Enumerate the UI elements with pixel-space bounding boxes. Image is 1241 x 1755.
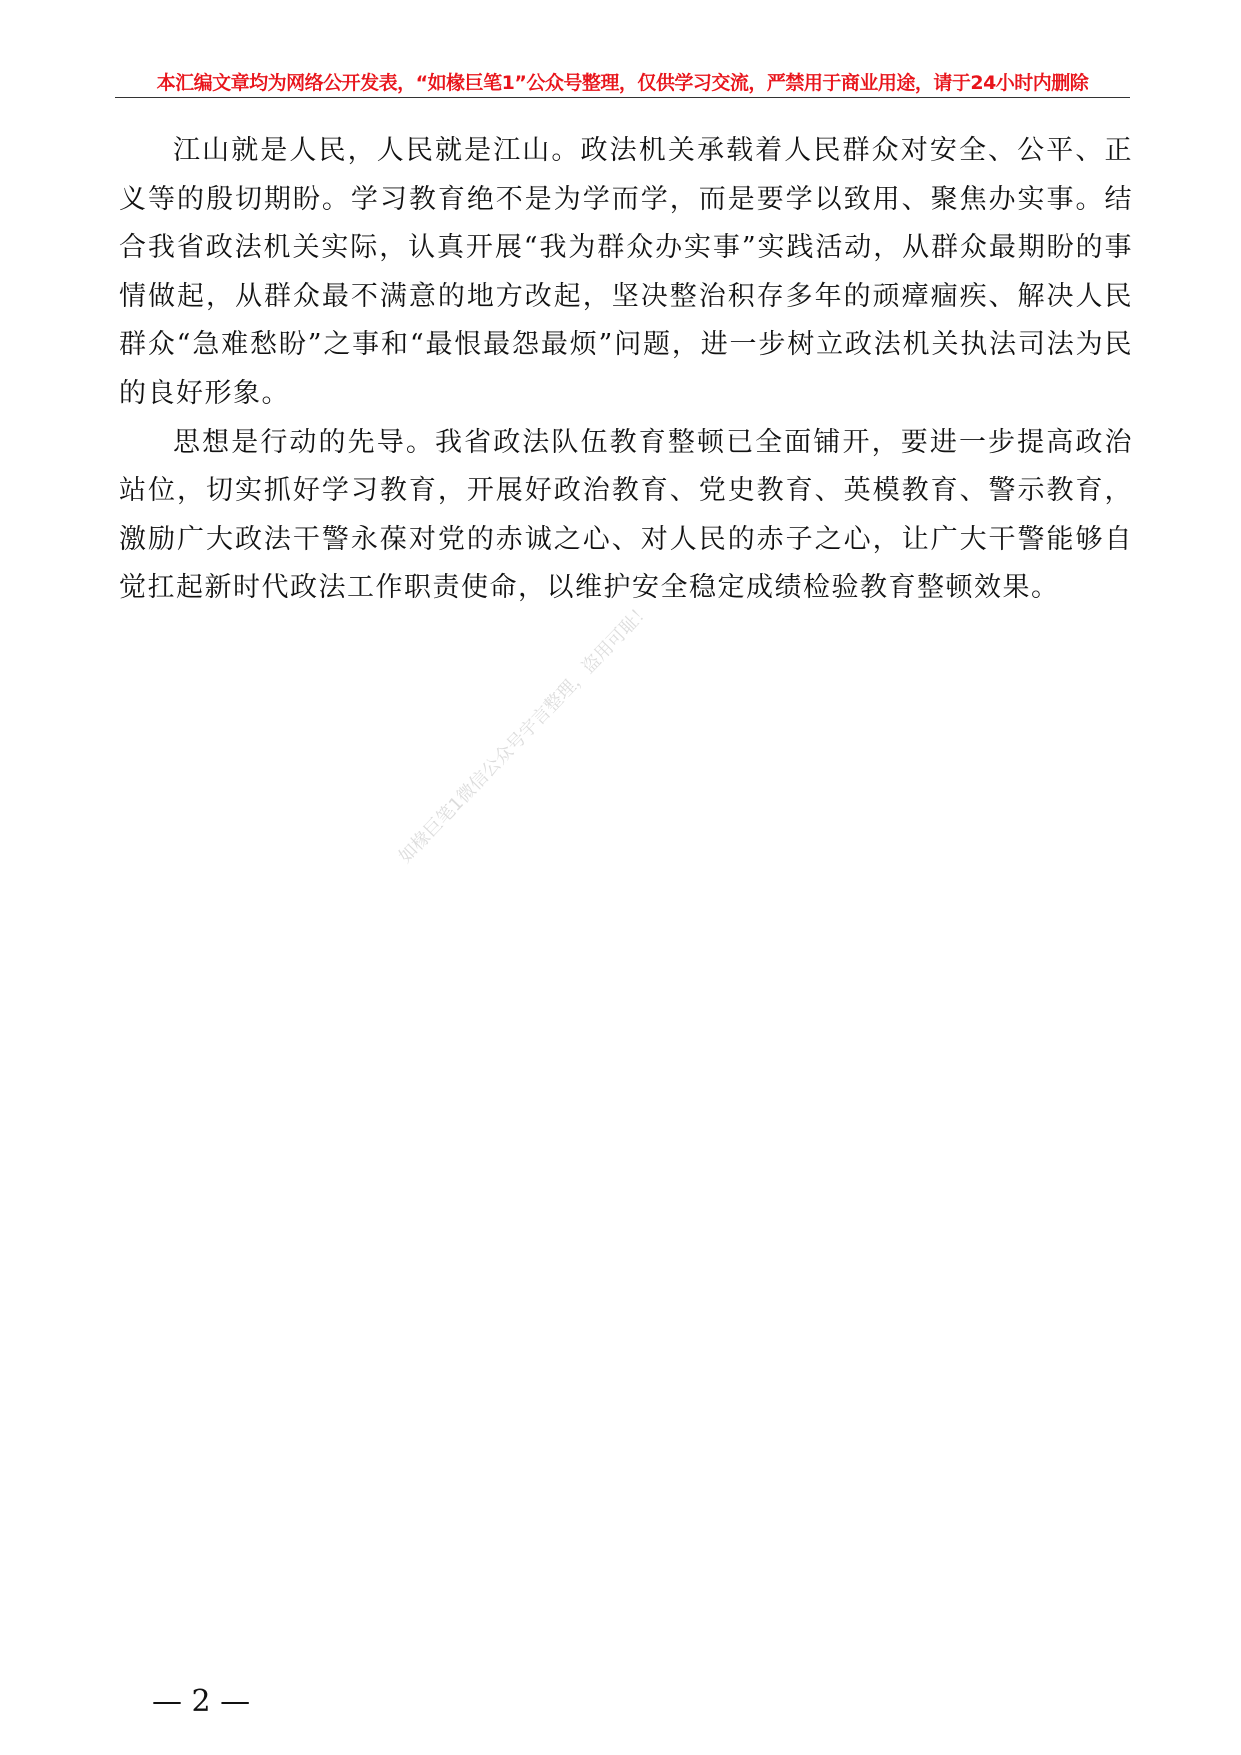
paragraph: 思想是行动的先导。我省政法队伍教育整顿已全面铺开，要进一步提高政治站位，切实抓好学习教育，开展好政治教育、党史教育、英模教育、警示教育，激励广大政法干警永葆对党的赤诚之心、对人民的赤子之心，让广大干警能够自觉扛起新时代政法工作职责使命，以维护安全稳定成绩检验教育整顿效果。 xyxy=(119,426,1133,604)
header-divider xyxy=(115,97,1130,98)
header-notice: 本汇编文章均为网络公开发表，“如椽巨笔1”公众号整理，仅供学习交流，严禁用于商业用途，请于24小时内删除 xyxy=(156,72,1089,94)
watermark: 如椽巨笔1微信公众号宇言整理，盗用可耻！ xyxy=(394,598,656,868)
document-body xyxy=(119,127,1133,613)
page-number: — 2 — xyxy=(152,1684,251,1719)
paragraph: 江山就是人民，人民就是江山。政法机关承载着人民群众对安全、公平、正义等的殷切期盼。学习教育绝不是为学而学，而是要学以致用、聚焦办实事。结合我省政法机关实际，认真开展“我为群众办实事”实践活动，从群众最期盼的事情做起，从群众最不满意的地方改起，坚决整治积存多年的顽瘴痼疾、解决人民群众“急难愁盼”之事和“最恨最怨最烦”问题，进一步树立政法机关执法司法为民的良好形象。 xyxy=(119,135,1133,409)
